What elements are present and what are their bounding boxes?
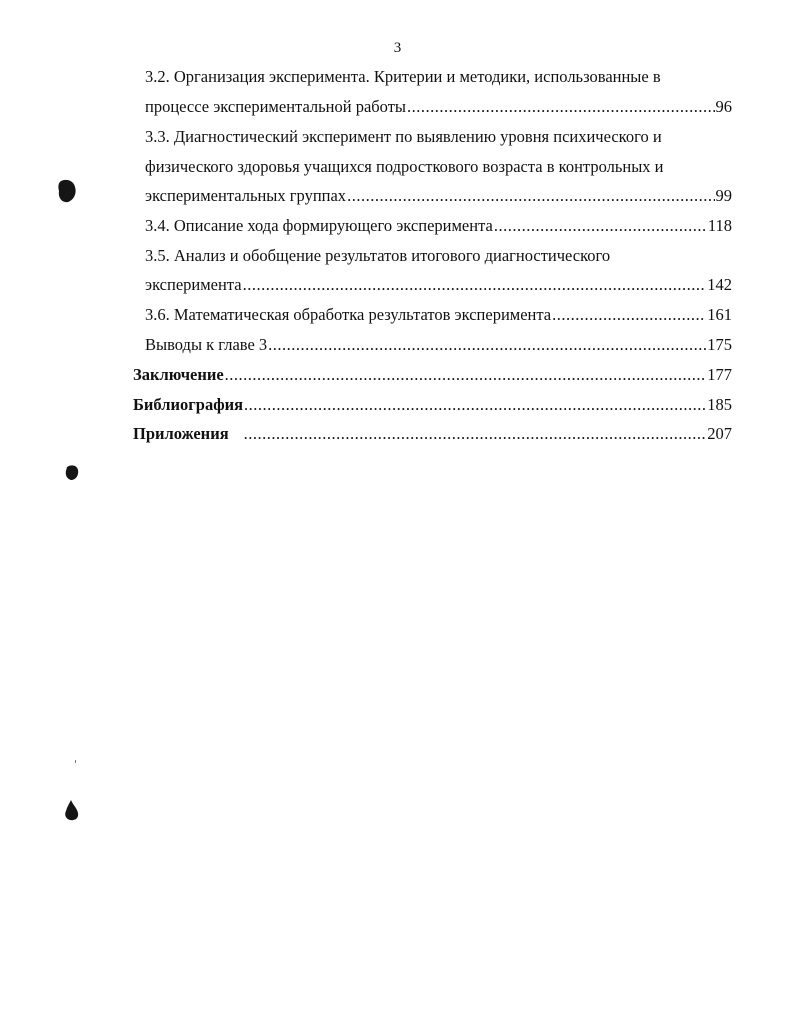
toc-entry-3-6-title: 3.6. Математическая обработка результатов эксперимента — [145, 305, 552, 324]
toc-entry-3-3 — [145, 185, 732, 207]
toc-entry-conclusions-ch3 — [145, 334, 732, 356]
toc-entry-3-3-line1: 3.3. Диагностический эксперимент по выявлению уровня психического и — [145, 127, 662, 146]
toc-entry-conclusions-ch3-title: Выводы к главе 3 — [145, 335, 268, 354]
toc-entry-conclusions-ch3-page: 175 — [707, 335, 732, 354]
toc-leader-dots — [244, 423, 707, 445]
toc-entry-3-3-line2: физического здоровья учащихся подросткового возраста в контрольных и — [145, 157, 664, 176]
toc-entry-bibliography-page: 185 — [707, 395, 732, 414]
toc-entry-conclusion — [133, 364, 732, 386]
toc-leader-dots — [347, 185, 714, 207]
toc-leader-dots — [552, 304, 706, 326]
binder-hole-mark — [56, 178, 78, 204]
toc-entry-appendices-title: Приложения — [133, 424, 229, 443]
toc-entry-bibliography-title: Библиография — [133, 395, 244, 414]
toc-leader-dots — [268, 334, 706, 356]
toc-entry-3-4-page: 118 — [707, 216, 732, 235]
toc-entry-3-5 — [145, 274, 732, 296]
toc-entry-3-5-line2: эксперимента — [145, 275, 242, 294]
toc-leader-dots — [243, 274, 707, 296]
toc-leader-dots — [225, 364, 707, 386]
toc-entry-appendices — [133, 423, 732, 445]
toc-entry-3-2-page: 96 — [715, 97, 732, 116]
binder-hole-mark — [63, 463, 81, 483]
toc-entry-3-3-page: 99 — [715, 186, 732, 205]
toc-entry-3-2-line2: процессе экспериментальной работы — [145, 97, 407, 116]
toc-entry-3-5-line1: 3.5. Анализ и обобщение результатов итогового диагностического — [145, 246, 611, 265]
toc-entry-conclusion-page: 177 — [707, 365, 732, 384]
toc-leader-dots — [407, 96, 714, 118]
toc-entry-3-5-page: 142 — [707, 275, 732, 294]
scan-speck — [75, 760, 76, 763]
toc-entry-bibliography — [133, 394, 732, 416]
binder-hole-mark — [62, 799, 80, 823]
toc-entry-3-4 — [145, 215, 732, 237]
toc-entry-3-3-line3: экспериментальных группах — [145, 186, 347, 205]
toc-entry-3-2-line1: 3.2. Организация эксперимента. Критерии и методики, использованные в — [145, 67, 661, 86]
toc-entry-3-6 — [145, 304, 732, 326]
toc-entry-appendices-page: 207 — [707, 424, 732, 443]
toc-entry-3-6-page: 161 — [707, 305, 732, 324]
toc-leader-dots — [244, 394, 706, 416]
toc-entry-conclusion-title: Заключение — [133, 365, 224, 384]
toc-leader-dots — [494, 215, 707, 237]
toc-entry-3-2 — [145, 96, 732, 118]
toc-entry-3-4-title: 3.4. Описание хода формирующего эксперимента — [145, 216, 493, 235]
page-number: 3 — [393, 40, 402, 56]
